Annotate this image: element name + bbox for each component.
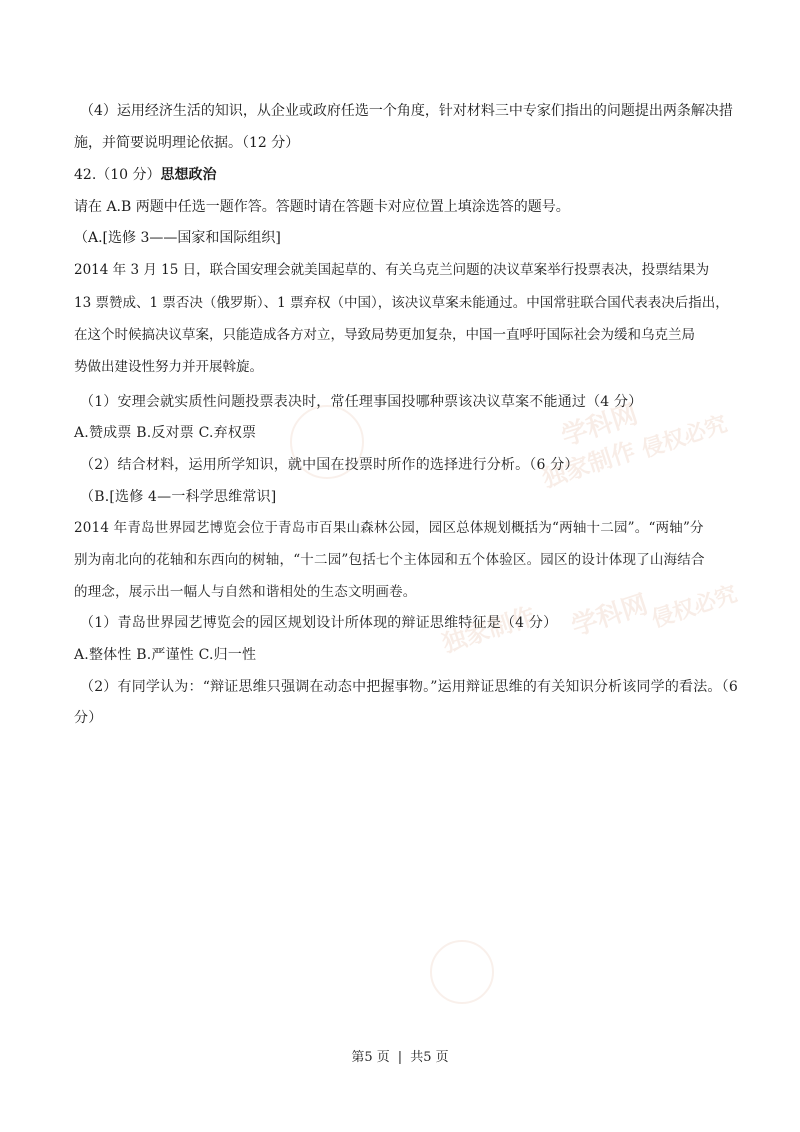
section-a-question-2: （2）结合材料，运用所学知识，就中国在投票时所作的选择进行分析。（6 分）	[80, 457, 579, 473]
section-a-material-line: 势做出建设性努力并开展斡旋。	[74, 359, 263, 375]
section-b-question-1-options: A.整体性 B.严谨性 C.归一性	[74, 647, 257, 663]
current-page: 第5 页	[351, 1050, 390, 1065]
section-b-material-line: 2014 年青岛世界园艺博览会位于青岛市百果山森林公园，园区总体规划概括为“两轴十二园”。“两轴”分	[74, 520, 704, 536]
page-footer	[0, 1046, 800, 1065]
section-b-question-1: （1）青岛世界园艺博览会的园区规划设计所体现的辩证思维特征是（4 分）	[80, 615, 558, 631]
section-b-title: （B.[选修 4—一科学思维常识]	[80, 489, 277, 505]
section-b-question-2-line1: （2）有同学认为：“辩证思维只强调在动态中把握事物。”运用辩证思维的有关知识分析该同学的看法。（6	[80, 679, 738, 695]
footer-separator: |	[397, 1050, 403, 1065]
section-a-material-line: 13 票赞成、1 票否决（俄罗斯）、1 票弃权（中国），该决议草案未能通过。中国常驻联合国代表表决后指出，	[74, 295, 729, 311]
watermark-seal	[430, 940, 494, 1004]
section-a-question-1-options: A.赞成票 B.反对票 C.弃权票	[74, 425, 257, 441]
q42-instruction: 请在 A.B 两题中任选一题作答。答题时请在答题卡对应位置上填涂选答的题号。	[74, 199, 570, 215]
watermark-text: 独家制作	[438, 601, 539, 659]
q42-number: 42.（10 分）	[74, 167, 161, 183]
q42-header	[74, 165, 734, 185]
total-pages: 共5 页	[410, 1050, 449, 1065]
watermark-text: 学科网	[568, 589, 652, 643]
section-a-question-1: （1）安理会就实质性问题投票表决时，常任理事国投哪种票该决议草案不能通过（4 分）	[80, 394, 643, 410]
section-b-question-2-line2: 分）	[74, 710, 103, 726]
section-b-material-line: 的理念，展示出一幅人与自然和谐相处的生态文明画卷。	[74, 584, 417, 600]
q41-part4-line2: 施，并简要说明理论依据。（12 分）	[74, 135, 300, 151]
watermark-text: 独家制作	[538, 436, 639, 494]
watermark-text: 侵权必究	[648, 581, 741, 633]
section-a-title: （A.[选修 3——国家和国际组织]	[74, 230, 281, 246]
section-b-material-line: 别为南北向的花轴和东西向的树轴，“十二园”包括七个主体园和五个体验区。园区的设计体现了山海结合	[74, 552, 705, 568]
section-a-material-line: 2014 年 3 月 15 日，联合国安理会就美国起草的、有关乌克兰问题的决议草案举行投票表决，投票结果为	[74, 262, 710, 278]
q41-part4-line1: （4）运用经济生活的知识，从企业或政府任选一个角度，针对材料三中专家们指出的问题提出两条解决措	[80, 103, 733, 119]
section-a-material-line: 在这个时候搞决议草案，只能造成各方对立，导致局势更加复杂，中国一直呼吁国际社会为缓和乌克兰局	[74, 327, 695, 343]
watermark-text: 学科网	[558, 399, 642, 453]
q42-title: 思想政治	[160, 167, 217, 183]
watermark-text: 侵权必究	[638, 411, 731, 463]
